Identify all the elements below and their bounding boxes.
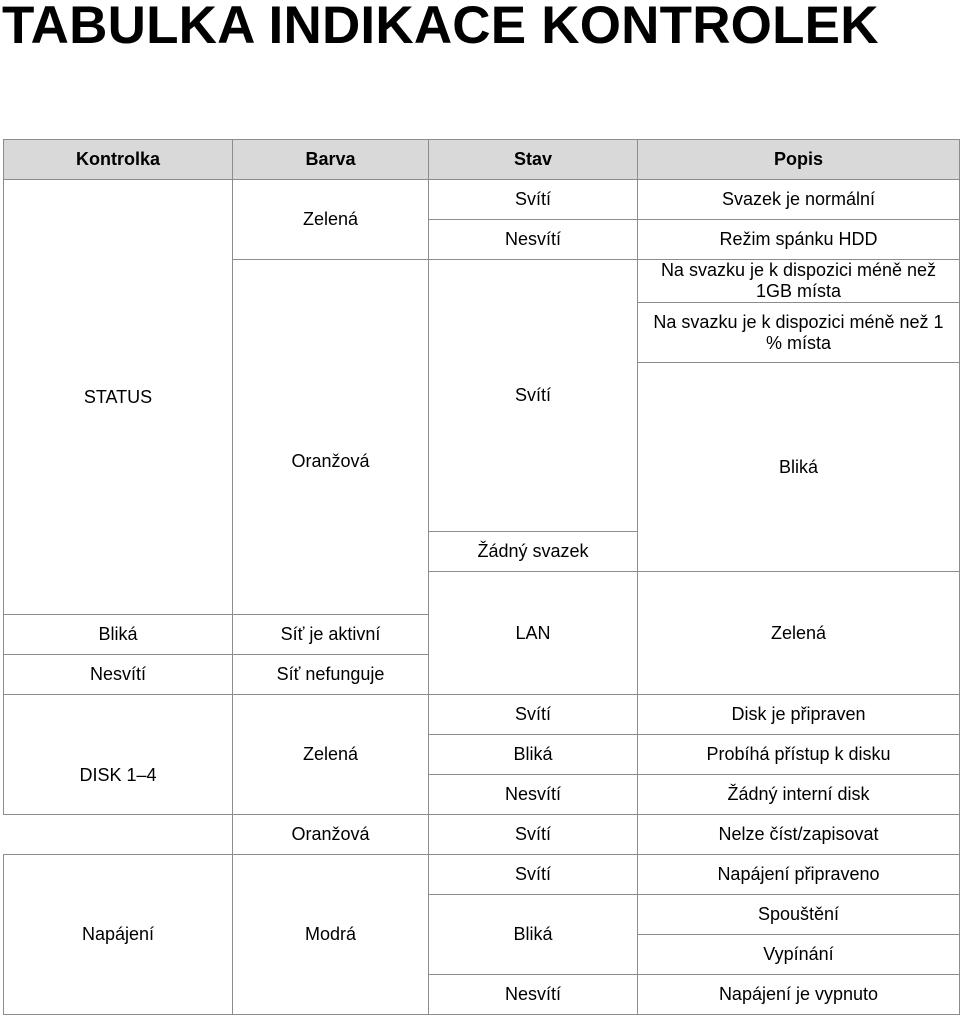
table-row [4,695,960,735]
power-on-desc: Napájení připraveno [638,855,960,895]
header-state: Stav [429,140,638,180]
power-blink-desc1: Spouštění [638,895,960,935]
indicator-status: STATUS [4,180,233,615]
status-orange-on-state: Svítí [429,260,638,532]
page-title: TABULKA INDIKACE KONTROLEK [2,0,879,55]
disk-orange-color: Oranžová [233,815,429,855]
disk-green-off-desc: Žádný interní disk [638,775,960,815]
lan-blink-desc: Síť je aktivní [233,615,429,655]
status-orange-color: Oranžová [233,260,429,615]
lan-blink-state: Bliká [4,615,233,655]
table-row [4,855,960,895]
power-color: Modrá [233,855,429,1015]
status-orange-on-desc1: Na svazku je k dispozici méně než 1GB místa [638,260,960,303]
status-green-color: Zelená [233,180,429,260]
indicator-disk: DISK 1–4 [4,695,233,815]
status-green-off-state: Nesvítí [429,220,638,260]
indicator-table [3,139,960,1015]
status-orange-blink-desc2: Žádný svazek [429,532,638,572]
indicator-lan: LAN [429,572,638,695]
disk-green-blink-desc: Probíhá přístup k disku [638,735,960,775]
status-green-on-desc: Svazek je normální [638,180,960,220]
power-off-state: Nesvítí [429,975,638,1015]
disk-orange-on-state: Svítí [429,815,638,855]
status-orange-on-desc2: Na svazku je k dispozici méně než 1 % místa [638,303,960,363]
lan-off-desc: Síť nefunguje [233,655,429,695]
disk-green-off-state: Nesvítí [429,775,638,815]
power-off-desc: Napájení je vypnuto [638,975,960,1015]
status-green-on-state: Svítí [429,180,638,220]
status-orange-blink-state: Bliká [638,363,960,572]
disk-orange-on-desc: Nelze číst/zapisovat [638,815,960,855]
disk-green-on-state: Svítí [429,695,638,735]
indicator-power: Napájení [4,855,233,1015]
table-row [4,180,960,220]
status-green-off-desc: Režim spánku HDD [638,220,960,260]
header-color: Barva [233,140,429,180]
lan-off-state: Nesvítí [4,655,233,695]
table-header-row [4,140,960,180]
header-indicator: Kontrolka [4,140,233,180]
lan-color: Zelená [638,572,960,695]
disk-spacer [4,815,233,855]
power-blink-desc2: Vypínání [638,935,960,975]
power-on-state: Svítí [429,855,638,895]
disk-green-blink-state: Bliká [429,735,638,775]
disk-green-on-desc: Disk je připraven [638,695,960,735]
disk-green-color: Zelená [233,695,429,815]
power-blink-state: Bliká [429,895,638,975]
table-row [4,815,960,855]
header-description: Popis [638,140,960,180]
